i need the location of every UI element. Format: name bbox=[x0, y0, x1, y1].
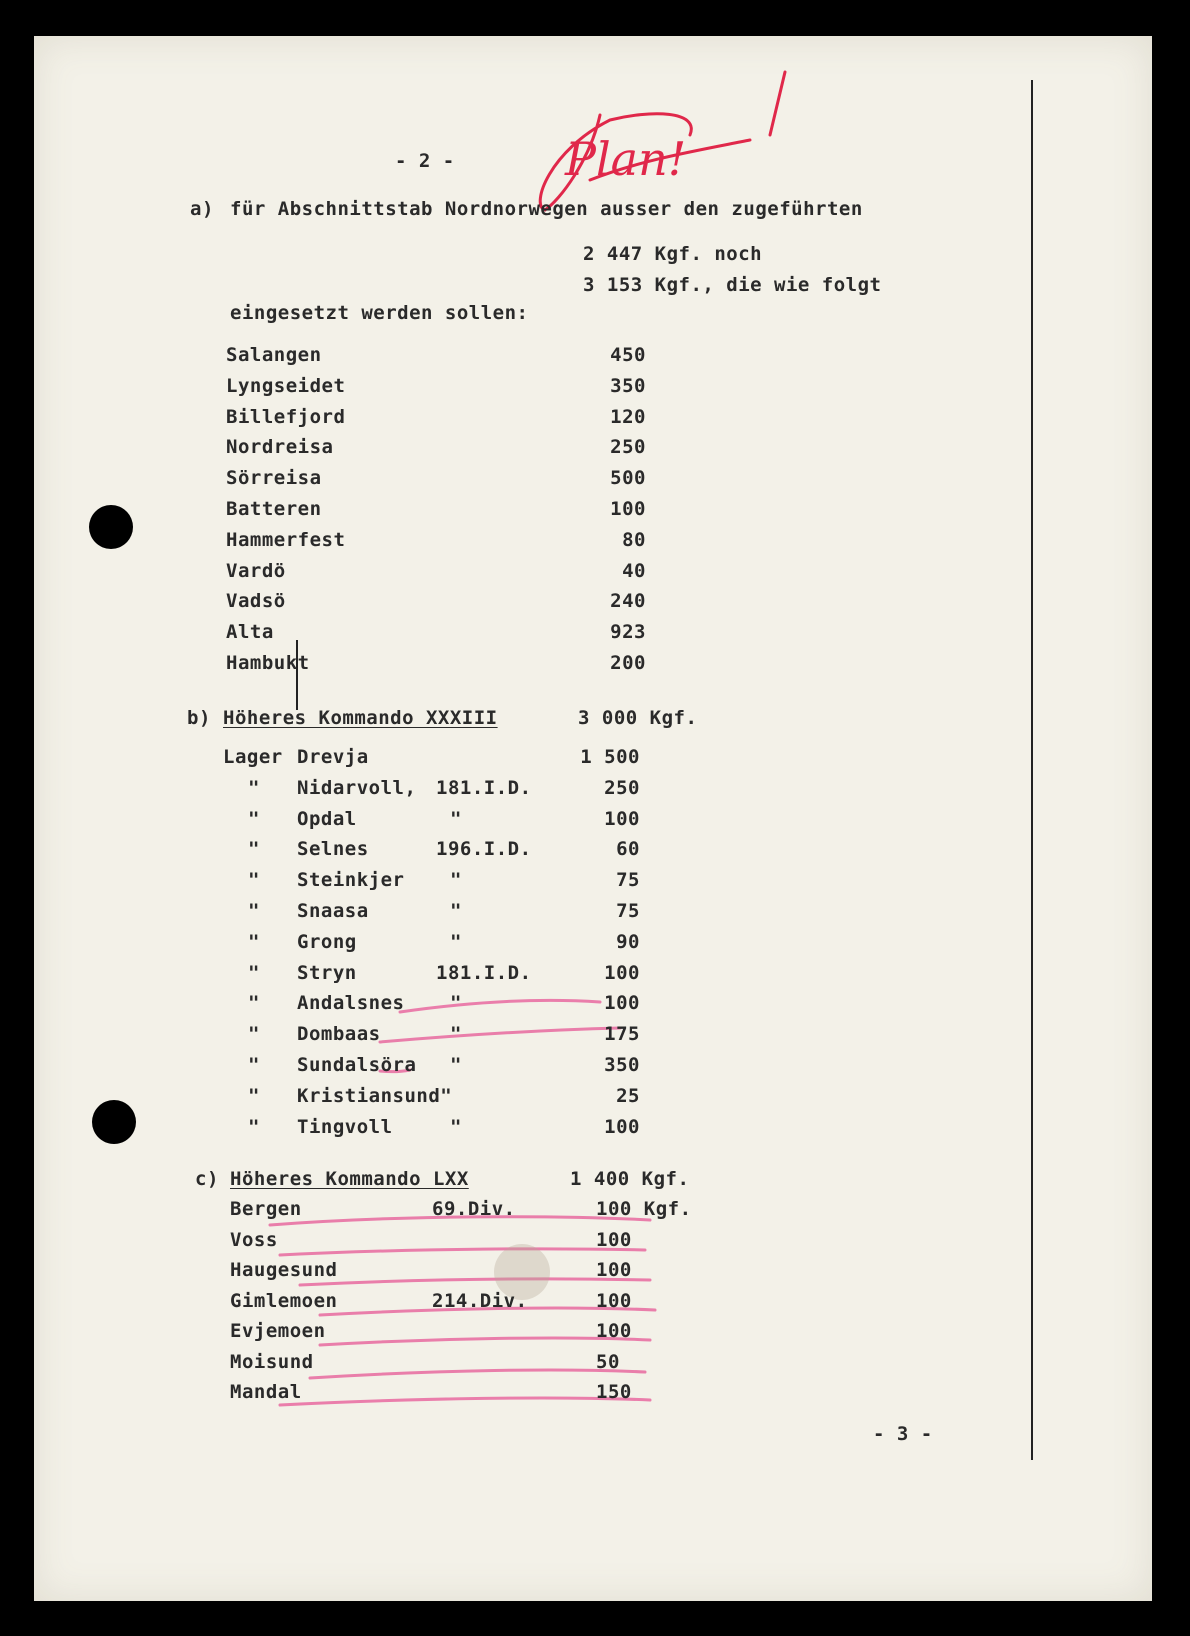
row-prefix: " bbox=[248, 1054, 260, 1076]
quantity-value: 923 bbox=[610, 621, 646, 644]
quantity-value: 75 bbox=[616, 869, 640, 892]
place-name: Evjemoen bbox=[230, 1320, 326, 1342]
quantity-value: 500 bbox=[610, 467, 646, 490]
section-a-line3: 3 153 Kgf., die wie folgt bbox=[583, 274, 882, 296]
unit-label: 181.I.D. bbox=[436, 961, 532, 984]
section-b-total: 3 000 Kgf. bbox=[578, 707, 698, 729]
place-name: Bergen bbox=[230, 1198, 302, 1220]
unit-label: 214.Div. bbox=[432, 1289, 528, 1312]
unit-label: " bbox=[450, 1115, 462, 1138]
unit-label: " bbox=[450, 900, 462, 922]
section-c-title: Höheres Kommando LXX bbox=[230, 1168, 469, 1190]
quantity-value: 80 bbox=[622, 528, 646, 551]
page-number: - 2 - bbox=[395, 150, 455, 172]
quantity-value: 100 bbox=[610, 498, 646, 520]
row-prefix: " bbox=[248, 869, 260, 892]
quantity-value: 50 bbox=[596, 1350, 620, 1373]
unit-label: 69.Div. bbox=[432, 1198, 516, 1220]
quantity-value: 120 bbox=[610, 405, 646, 428]
unit-label: " bbox=[450, 992, 462, 1015]
quantity-value: 1 500 bbox=[580, 746, 640, 768]
place-name: Andalsnes bbox=[297, 992, 405, 1015]
row-prefix: " bbox=[248, 1023, 260, 1046]
place-name: Hambukt bbox=[226, 652, 310, 674]
row-prefix: " bbox=[248, 838, 260, 861]
place-name: Stryn bbox=[297, 961, 357, 984]
quantity-value: 100 bbox=[596, 1259, 632, 1281]
quantity-value: 100 Kgf. bbox=[596, 1198, 692, 1220]
handwritten-note: Plan! bbox=[565, 132, 687, 186]
unit-label: " bbox=[450, 1054, 462, 1076]
section-c-label: c) bbox=[195, 1168, 219, 1190]
place-name: Nidarvoll, bbox=[297, 776, 417, 799]
quantity-value: 350 bbox=[610, 374, 646, 397]
place-name: Opdal bbox=[297, 807, 357, 830]
quantity-value: 250 bbox=[610, 436, 646, 459]
quantity-value: 100 bbox=[604, 807, 640, 830]
place-name: Gimlemoen bbox=[230, 1289, 338, 1312]
unit-label: " bbox=[450, 930, 462, 953]
section-b-title: Höheres Kommando XXXIII bbox=[223, 707, 498, 729]
place-name: Haugesund bbox=[230, 1259, 338, 1281]
quantity-value: 75 bbox=[616, 900, 640, 922]
punch-hole bbox=[92, 1100, 136, 1144]
quantity-value: 90 bbox=[616, 930, 640, 953]
quantity-value: 240 bbox=[610, 590, 646, 613]
place-name: Batteren bbox=[226, 498, 322, 520]
place-name: Mandal bbox=[230, 1381, 302, 1403]
unit-label: " bbox=[450, 869, 462, 892]
margin-line bbox=[1031, 80, 1033, 1460]
place-name: Voss bbox=[230, 1228, 278, 1251]
quantity-value: 100 bbox=[596, 1289, 632, 1312]
footer-next-page: - 3 - bbox=[873, 1423, 933, 1445]
place-name: Kristiansund" bbox=[297, 1084, 453, 1107]
place-name: Vardö bbox=[226, 559, 286, 582]
section-a-intro: für Abschnittstab Nordnorwegen ausser den zugeführten bbox=[230, 198, 863, 220]
place-name: Steinkjer bbox=[297, 869, 405, 892]
quantity-value: 100 bbox=[596, 1228, 632, 1251]
row-prefix: " bbox=[248, 961, 260, 984]
row-prefix: " bbox=[248, 807, 260, 830]
place-name: Snaasa bbox=[297, 900, 369, 922]
place-name: Dombaas bbox=[297, 1023, 381, 1046]
place-name: Lyngseidet bbox=[226, 374, 346, 397]
quantity-value: 200 bbox=[610, 652, 646, 674]
quantity-value: 450 bbox=[610, 344, 646, 366]
punch-hole bbox=[89, 505, 133, 549]
place-name: Salangen bbox=[226, 344, 322, 366]
unit-label: 196.I.D. bbox=[436, 838, 532, 861]
place-name: Tingvoll bbox=[297, 1115, 393, 1138]
place-name: Sörreisa bbox=[226, 467, 322, 490]
quantity-value: 150 bbox=[596, 1381, 632, 1403]
row-prefix: " bbox=[248, 1115, 260, 1138]
place-name: Billefjord bbox=[226, 405, 346, 428]
quantity-value: 350 bbox=[604, 1054, 640, 1076]
row-prefix: Lager bbox=[223, 746, 283, 768]
quantity-value: 25 bbox=[616, 1084, 640, 1107]
quantity-value: 100 bbox=[604, 961, 640, 984]
section-a-line2: 2 447 Kgf. noch bbox=[583, 243, 763, 265]
place-name: Grong bbox=[297, 930, 357, 953]
place-name: Moisund bbox=[230, 1350, 314, 1373]
place-name: Hammerfest bbox=[226, 528, 346, 551]
unit-label: " bbox=[450, 807, 462, 830]
quantity-value: 40 bbox=[622, 559, 646, 582]
section-a-line4: eingesetzt werden sollen: bbox=[230, 302, 529, 324]
quantity-value: 175 bbox=[604, 1023, 640, 1046]
row-prefix: " bbox=[248, 1084, 260, 1107]
place-name: Alta bbox=[226, 621, 274, 644]
section-b-label: b) bbox=[187, 707, 211, 729]
place-name: Sundalsöra bbox=[297, 1054, 417, 1076]
section-c-total: 1 400 Kgf. bbox=[570, 1168, 690, 1190]
row-prefix: " bbox=[248, 992, 260, 1015]
quantity-value: 60 bbox=[616, 838, 640, 861]
row-prefix: " bbox=[248, 900, 260, 922]
quantity-value: 100 bbox=[596, 1320, 632, 1342]
unit-label: " bbox=[450, 1023, 462, 1046]
section-a-label: a) bbox=[190, 198, 214, 220]
quantity-value: 250 bbox=[604, 776, 640, 799]
place-name: Nordreisa bbox=[226, 436, 334, 459]
place-name: Vadsö bbox=[226, 590, 286, 613]
quantity-value: 100 bbox=[604, 992, 640, 1015]
place-name: Drevja bbox=[297, 746, 369, 768]
typewriter-mark bbox=[296, 640, 298, 710]
row-prefix: " bbox=[248, 776, 260, 799]
unit-label: 181.I.D. bbox=[436, 776, 532, 799]
quantity-value: 100 bbox=[604, 1115, 640, 1138]
place-name: Selnes bbox=[297, 838, 369, 861]
row-prefix: " bbox=[248, 930, 260, 953]
